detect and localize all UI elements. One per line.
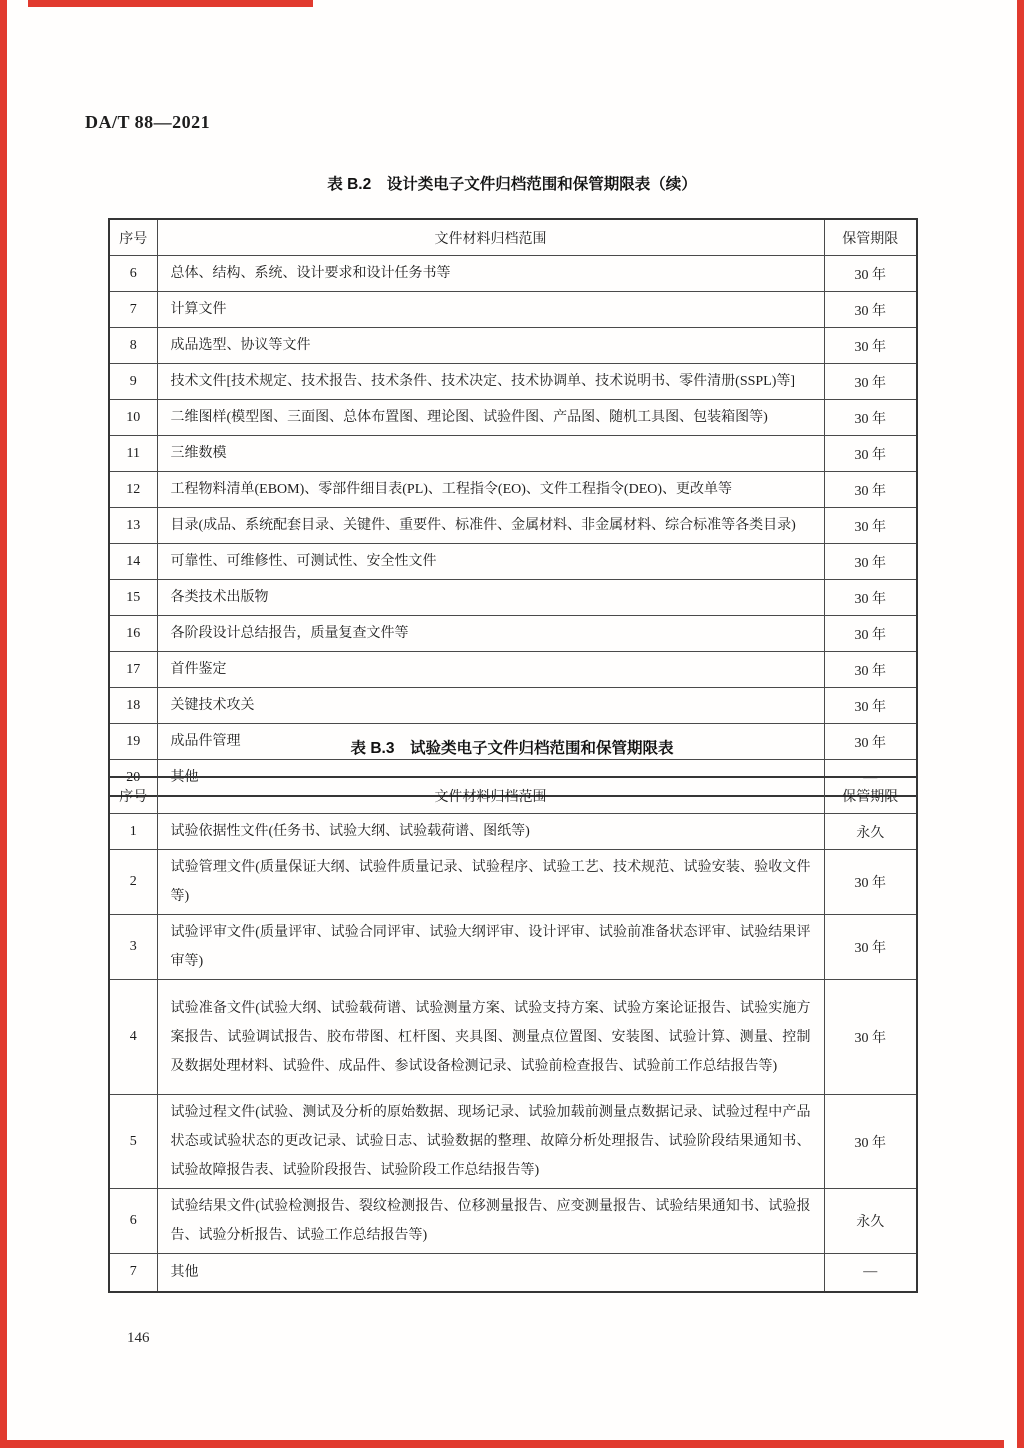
col-header-index: 序号 [109,219,157,256]
row-scope: 试验准备文件(试验大纲、试验载荷谱、试验测量方案、试验支持方案、试验方案论证报告、试验实施方案报告、试验调试报告、胶布带图、杠杆图、夹具图、测量点位置图、安装图、试验计算、测量、控制及数据处理材料、试验件、成品件、参试设备检测记录、试验前检查报告、试验前工作总结报告等) [157,980,824,1095]
table-b3 [108,776,918,1293]
row-retention: 30 年 [824,980,917,1095]
table-row [109,508,917,544]
row-index: 13 [109,508,157,544]
row-index: 4 [109,980,157,1095]
row-scope: 关键技术攻关 [157,688,824,724]
table-row [109,400,917,436]
table-row [109,616,917,652]
table-row [109,328,917,364]
row-index: 20 [109,760,157,797]
scan-edge-right [1017,0,1024,1448]
row-scope: 试验结果文件(试验检测报告、裂纹检测报告、位移测量报告、应变测量报告、试验结果通知书、试验报告、试验分析报告、试验工作总结报告等) [157,1189,824,1254]
scan-edge-left [0,0,7,1448]
table-row [109,814,917,850]
table-row [109,688,917,724]
table-b2-caption: 表 B.2 设计类电子文件归档范围和保管期限表（续） [327,176,697,193]
row-index: 18 [109,688,157,724]
row-index: 1 [109,814,157,850]
row-index: 10 [109,400,157,436]
row-scope: 计算文件 [157,292,824,328]
row-index: 6 [109,256,157,292]
row-retention: — [824,760,917,797]
row-retention: 30 年 [824,652,917,688]
row-retention: 永久 [824,814,917,850]
row-index: 8 [109,328,157,364]
row-index: 14 [109,544,157,580]
scan-edge-top [28,0,313,7]
row-retention: 30 年 [824,508,917,544]
row-retention: 30 年 [824,328,917,364]
row-retention: 30 年 [824,724,917,760]
row-index: 2 [109,850,157,915]
row-index: 3 [109,915,157,980]
row-scope: 总体、结构、系统、设计要求和设计任务书等 [157,256,824,292]
row-scope: 目录(成品、系统配套目录、关键件、重要件、标准件、金属材料、非金属材料、综合标准等各类目录) [157,508,824,544]
table-row [109,256,917,292]
row-retention: 30 年 [824,616,917,652]
row-retention: 30 年 [824,472,917,508]
table-row [109,980,917,1095]
row-scope: 首件鉴定 [157,652,824,688]
row-retention: 30 年 [824,544,917,580]
row-index: 19 [109,724,157,760]
row-retention: 30 年 [824,400,917,436]
row-retention: 30 年 [824,688,917,724]
table-row [109,1095,917,1189]
table-row [109,1189,917,1254]
row-retention: 30 年 [824,256,917,292]
table-row [109,472,917,508]
table-row [109,652,917,688]
table-row [109,436,917,472]
row-scope: 其他 [157,1254,824,1292]
row-index: 7 [109,1254,157,1292]
table-row [109,915,917,980]
row-scope: 试验评审文件(质量评审、试验合同评审、试验大纲评审、设计评审、试验前准备状态评审、试验结果评审等) [157,915,824,980]
page-number: 146 [127,1330,150,1346]
col-header-index: 序号 [109,777,157,814]
row-retention: 30 年 [824,1095,917,1189]
table-row [109,292,917,328]
row-scope: 各阶段设计总结报告，质量复查文件等 [157,616,824,652]
row-retention: 30 年 [824,915,917,980]
row-scope: 各类技术出版物 [157,580,824,616]
col-header-retention: 保管期限 [824,219,917,256]
table-b3-caption: 表 B.3 试验类电子文件归档范围和保管期限表 [350,740,674,757]
row-index: 7 [109,292,157,328]
row-retention: 30 年 [824,364,917,400]
row-index: 17 [109,652,157,688]
row-scope: 可靠性、可维修性、可测试性、安全性文件 [157,544,824,580]
row-retention: 30 年 [824,850,917,915]
row-scope: 成品件管理 [157,724,824,760]
row-scope: 其他 [157,760,824,797]
row-index: 5 [109,1095,157,1189]
table-b3-header-row [109,777,917,814]
row-scope: 二维图样(模型图、三面图、总体布置图、理论图、试验件图、产品图、随机工具图、包装箱图等) [157,400,824,436]
row-index: 11 [109,436,157,472]
col-header-scope: 文件材料归档范围 [157,777,824,814]
row-retention: 30 年 [824,580,917,616]
row-retention: — [824,1254,917,1292]
table-row [109,544,917,580]
table-row [109,580,917,616]
row-index: 16 [109,616,157,652]
table-row [109,1254,917,1292]
row-scope: 三维数模 [157,436,824,472]
row-index: 12 [109,472,157,508]
row-scope: 工程物料清单(EBOM)、零部件细目表(PL)、工程指令(EO)、文件工程指令(DEO)、更改单等 [157,472,824,508]
row-scope: 技术文件[技术规定、技术报告、技术条件、技术决定、技术协调单、技术说明书、零件清册(SSPL)等] [157,364,824,400]
row-scope: 试验过程文件(试验、测试及分析的原始数据、现场记录、试验加载前测量点数据记录、试验过程中产品状态或试验状态的更改记录、试验日志、试验数据的整理、故障分析处理报告、试验阶段结果通知书、试验故障报告表、试验阶段报告、试验阶段工作总结报告等) [157,1095,824,1189]
table-b2-header-row [109,219,917,256]
row-retention: 永久 [824,1189,917,1254]
row-index: 6 [109,1189,157,1254]
table-row [109,364,917,400]
row-retention: 30 年 [824,292,917,328]
table-row [109,850,917,915]
doc-number: DA/T 88—2021 [85,112,211,132]
col-header-scope: 文件材料归档范围 [157,219,824,256]
row-retention: 30 年 [824,436,917,472]
row-index: 15 [109,580,157,616]
col-header-retention: 保管期限 [824,777,917,814]
row-scope: 试验管理文件(质量保证大纲、试验件质量记录、试验程序、试验工艺、技术规范、试验安装、验收文件等) [157,850,824,915]
table-b2 [108,218,918,797]
row-scope: 试验依据性文件(任务书、试验大纲、试验载荷谱、图纸等) [157,814,824,850]
row-index: 9 [109,364,157,400]
row-scope: 成品选型、协议等文件 [157,328,824,364]
scan-edge-bottom [0,1440,1004,1448]
